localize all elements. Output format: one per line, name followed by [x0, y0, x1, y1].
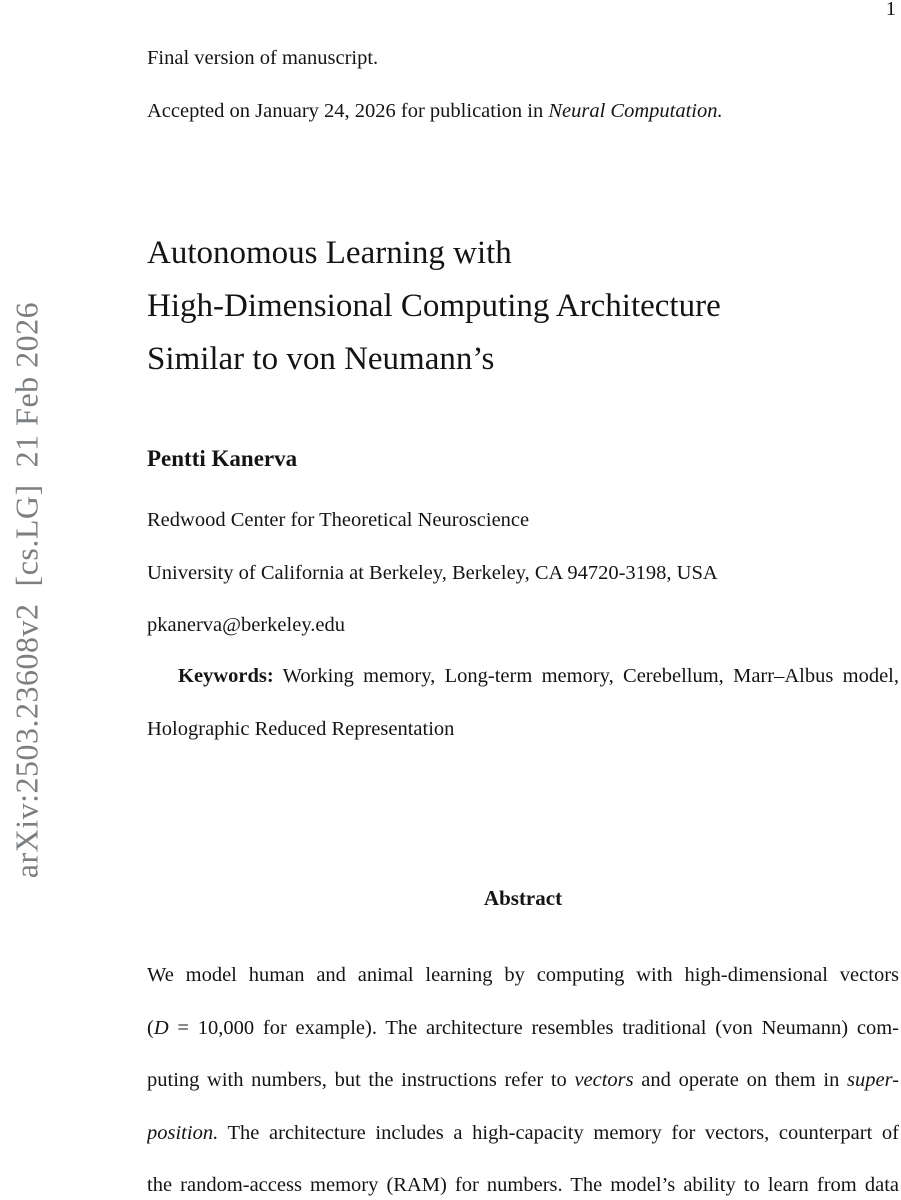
text-line: position. The architecture includes a high-capacity memory for vectors, counterpart of: [147, 1121, 899, 1144]
text-line: Autonomous Learning with: [147, 235, 512, 271]
abstract-paragraph: [147, 949, 899, 1200]
text-line: pkanerva@berkeley.edu: [147, 614, 345, 636]
author-affiliation: [147, 494, 899, 652]
text-line: Final version of manuscript.: [147, 47, 379, 69]
text-line: High-Dimensional Computing Architecture: [147, 288, 721, 324]
text-line: Holographic Reduced Representation: [147, 717, 455, 740]
abstract-heading: Abstract: [483, 886, 563, 910]
paper-title: [147, 227, 899, 386]
arxiv-identifier-watermark: arXiv:2503.23608v2 [cs.LG] 21 Feb 2026: [8, 301, 45, 879]
text-line: Accepted on January 24, 2026 for publication in Neural Computation.: [147, 99, 723, 122]
text-line: Keywords: Working memory, Long-term memory, Cerebellum, Marr–Albus model,: [178, 665, 899, 687]
keywords-section: [147, 650, 899, 755]
text-line: We model human and animal learning by computing with high-dimensional vectors: [147, 964, 899, 986]
front-matter-note: [147, 32, 899, 137]
author-name: Pentti Kanerva: [147, 446, 298, 471]
page-number: 1: [885, 0, 896, 20]
text-line: Similar to von Neumann’s: [147, 341, 495, 377]
text-line: puting with numbers, but the instructions refer to vectors and operate on them in super-: [147, 1069, 899, 1091]
text-line: the random-access memory (RAM) for numbers. The model’s ability to learn from data: [147, 1174, 899, 1196]
text-line: (D = 10,000 for example). The architecture resembles traditional (von Neumann) com-: [147, 1016, 899, 1039]
text-line: Redwood Center for Theoretical Neuroscience: [147, 509, 530, 531]
text-line: University of California at Berkeley, Berkeley, CA 94720-3198, USA: [147, 561, 718, 584]
